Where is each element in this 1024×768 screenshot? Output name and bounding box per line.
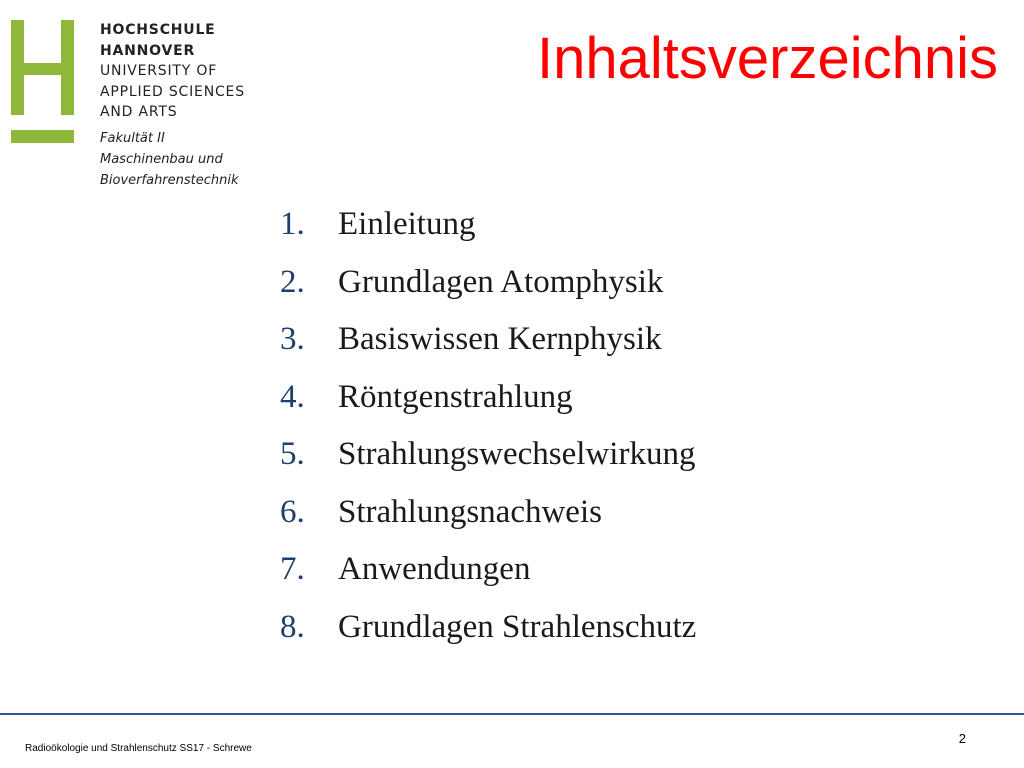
university-name-line: HANNOVER	[100, 42, 196, 59]
table-of-contents	[280, 196, 696, 656]
toc-item	[280, 196, 696, 254]
toc-item-number: 4.	[280, 378, 305, 415]
faculty-line: Fakultät II	[100, 131, 165, 146]
faculty-line: Maschinenbau und	[100, 152, 223, 167]
toc-item-number: 7.	[280, 551, 305, 587]
footer-text: Radioökologie und Strahlenschutz SS17 - Schrewe	[25, 743, 252, 754]
toc-item-number: 6.	[280, 493, 305, 530]
toc-item-number: 2.	[280, 263, 305, 300]
toc-item	[280, 254, 696, 312]
toc-item-label: Grundlagen Atomphysik	[338, 263, 664, 300]
faculty-line: Bioverfahrenstechnik	[100, 173, 239, 188]
slide-title: Inhaltsverzeichnis	[537, 26, 998, 91]
toc-item-label: Basiswissen Kernphysik	[338, 321, 662, 357]
university-name-line: HOCHSCHULE	[100, 22, 216, 38]
toc-item	[280, 311, 696, 369]
toc-item-number: 1.	[280, 206, 305, 242]
university-name-line: AND ARTS	[100, 104, 178, 120]
page-number: 2	[958, 731, 966, 746]
university-name-line: UNIVERSITY OF	[100, 63, 218, 79]
toc-item	[280, 484, 696, 542]
faculty-name	[100, 128, 239, 191]
university-logo-icon	[11, 20, 75, 144]
university-name-line: APPLIED SCIENCES	[100, 83, 245, 100]
toc-item	[280, 426, 696, 484]
toc-item-label: Anwendungen	[338, 551, 531, 587]
footer-divider	[0, 713, 1024, 715]
toc-item	[280, 369, 696, 427]
toc-item-number: 3.	[280, 321, 305, 357]
toc-item-label: Röntgenstrahlung	[338, 378, 573, 415]
toc-item-label: Strahlungsnachweis	[338, 493, 602, 530]
toc-item	[280, 599, 696, 657]
toc-item-label: Grundlagen Strahlenschutz	[338, 608, 697, 645]
toc-item-number: 5.	[280, 436, 305, 472]
toc-item	[280, 541, 696, 599]
toc-item-number: 8.	[280, 608, 305, 645]
toc-item-label: Einleitung	[338, 206, 476, 242]
university-name	[100, 20, 245, 123]
toc-item-label: Strahlungswechselwirkung	[338, 436, 696, 472]
